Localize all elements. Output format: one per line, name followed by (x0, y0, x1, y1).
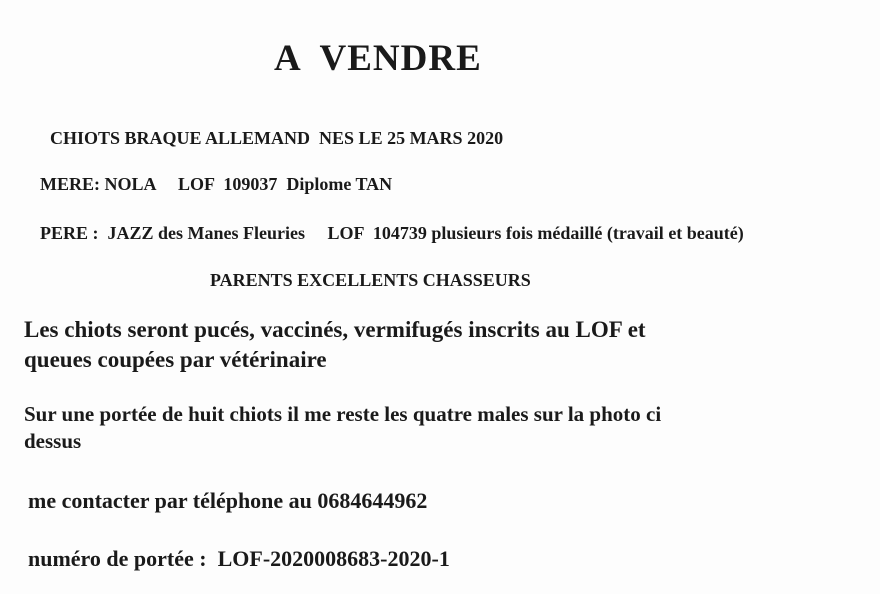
mother-info: MERE: NOLA LOF 109037 Diplome TAN (40, 174, 393, 194)
care-text-line-2: queues coupées par vétérinaire (24, 347, 327, 372)
page-title: A VENDRE (274, 38, 482, 79)
litter-text-line-2: dessus (24, 429, 82, 453)
litter-text-line-1: Sur une portée de huit chiots il me reste les quatre males sur la photo ci (24, 402, 662, 426)
litter-number: numéro de portée : LOF-2020008683-2020-1 (28, 546, 450, 571)
father-info: PERE : JAZZ des Manes Fleuries LOF 104739 plusieurs fois médaillé (travail et beauté) (40, 223, 744, 243)
care-text-line-1: Les chiots seront pucés, vaccinés, vermifugés inscrits au LOF et (24, 317, 646, 342)
puppies-birth-info: CHIOTS BRAQUE ALLEMAND NES LE 25 MARS 2020 (50, 128, 504, 148)
parents-note: PARENTS EXCELLENTS CHASSEURS (210, 270, 531, 290)
contact-phone: me contacter par téléphone au 0684644962 (28, 488, 428, 513)
